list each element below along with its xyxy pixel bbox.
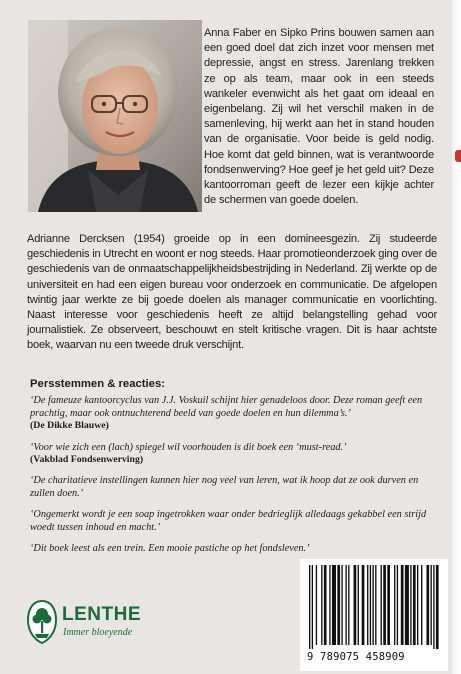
barcode-bar (312, 565, 313, 649)
review-quote: ‘Dit boek leest als een trein. Een mooie pastiche op het fondsleven.’ (30, 543, 310, 554)
barcode-bar (394, 565, 395, 645)
barcode-bar (433, 565, 434, 649)
publisher-logo (27, 600, 147, 646)
author-photo-image (28, 20, 202, 212)
reviews-heading: Persstemmen & reacties: (30, 378, 166, 390)
book-blurb: Anna Faber en Sipko Prins bouwen samen aan een goed doel dat zich inzet voor mensen met depressie, angst en stress. Jarenlang trekken ze op als team, maar ook in een steeds wankeler evenwicht als het gaat om ideaal en eigenbelang. Zij wil het verschil maken in de samenleving, hij werkt aan het in stand houden van de organisatie. Voor beide is geld nodig. Hoe komt dat geld binnen, wat is verantwoorde fondsenwerving? Hoe geef je het geld uit? Deze kantoorroman geeft de lezer een kijkje achter de schermen van goede doelen. (204, 27, 434, 207)
review-quote: ‘De fameuze kantoorcyclus van J.J. Voskuil schijnt hier genadeloos door. Deze roman geeft een prachtig, maar ook ontnuchterend beeld van goede doelen en hun dilemma’s.’ (30, 395, 423, 419)
barcode-bar (381, 565, 382, 645)
barcode-bar (341, 565, 342, 645)
barcode-bar (417, 565, 418, 645)
review-item (30, 508, 430, 534)
review-item (30, 394, 430, 433)
barcode-bar (397, 565, 398, 645)
barcode-bar (309, 565, 310, 649)
barcode-bar (337, 565, 340, 645)
barcode-bar (383, 565, 386, 645)
barcode-bar (431, 565, 432, 645)
review-source: (Vakblad Fondsenwerving) (30, 453, 144, 465)
tree-seal-icon (27, 600, 57, 644)
review-quote: ‘De charitatieve instellingen kunnen hier nog veel van leren, wat ik hoop dat ze ook durven en zullen doen.’ (30, 475, 419, 499)
author-bio: Adrianne Dercksen (1954) groeide op in een domineesgezin. Zij studeerde geschiedenis in Utrecht en woont er nog steeds. Haar promotieonderzoek ging over de geschiedenis van de onmaatschappelijkheidsbestrijding in Nederland. Zij werkte op de universiteit en had een eigen bureau voor onderzoek en communicatie. De afgelopen twintig jaar werkte ze bij goede doelen als manager communicatie en voorlichting. Naast interesse voor geschiedenis heeft ze altijd belangstelling gehad voor journalistiek. Ze observeert, beschouwt en stelt kritische vragen. Dit is haar achtste boek, waarvan nu een tweede druk verschijnt. (27, 233, 437, 352)
barcode-bar (370, 565, 371, 645)
barcode-bar (321, 565, 322, 645)
barcode-bar (348, 565, 349, 645)
barcode-bar (405, 565, 409, 645)
barcode-bar (436, 565, 439, 649)
barcode-bar (375, 565, 376, 645)
review-item (30, 441, 430, 467)
barcode-bar (426, 565, 429, 645)
barcode-bar (329, 565, 330, 645)
review-item (30, 542, 430, 555)
barcode-bars (309, 565, 439, 649)
review-quote: ‘Voor wie zich een (lach) spiegel wil voorhouden is dit boek een ‘must-read.’ (30, 441, 347, 453)
publisher-tagline: Immer bloeyende (63, 627, 133, 638)
barcode-bar (354, 565, 357, 645)
barcode-bar (421, 565, 422, 645)
barcode-bar (358, 565, 359, 645)
review-source: (De Dikke Blauwe) (30, 420, 109, 431)
review-item (30, 474, 430, 500)
review-quote: ‘Ongemerkt wordt je een soap ingetrokken waar onder bedrieglijk alledaags gekabbel een strijd woedt tussen inhoud en macht.’ (30, 509, 427, 533)
barcode-bar (332, 565, 336, 645)
barcode-bar (367, 565, 368, 645)
barcode-bar (401, 565, 404, 645)
barcode-bar (324, 565, 327, 645)
barcode-bar (372, 565, 373, 645)
barcode-bar (387, 565, 390, 645)
author-photo (28, 20, 202, 212)
barcode-bar (362, 565, 365, 645)
barcode-bar (410, 565, 411, 645)
publisher-name: LENTHE (62, 604, 141, 625)
barcode-bar (413, 565, 416, 645)
isbn-number: 9 789075 458909 (307, 651, 405, 663)
barcode-bar (316, 565, 317, 645)
edge-marker (455, 150, 461, 162)
barcode-bar (345, 565, 346, 645)
press-reviews (30, 378, 430, 563)
isbn-barcode (300, 559, 448, 671)
page-edge (452, 0, 461, 674)
